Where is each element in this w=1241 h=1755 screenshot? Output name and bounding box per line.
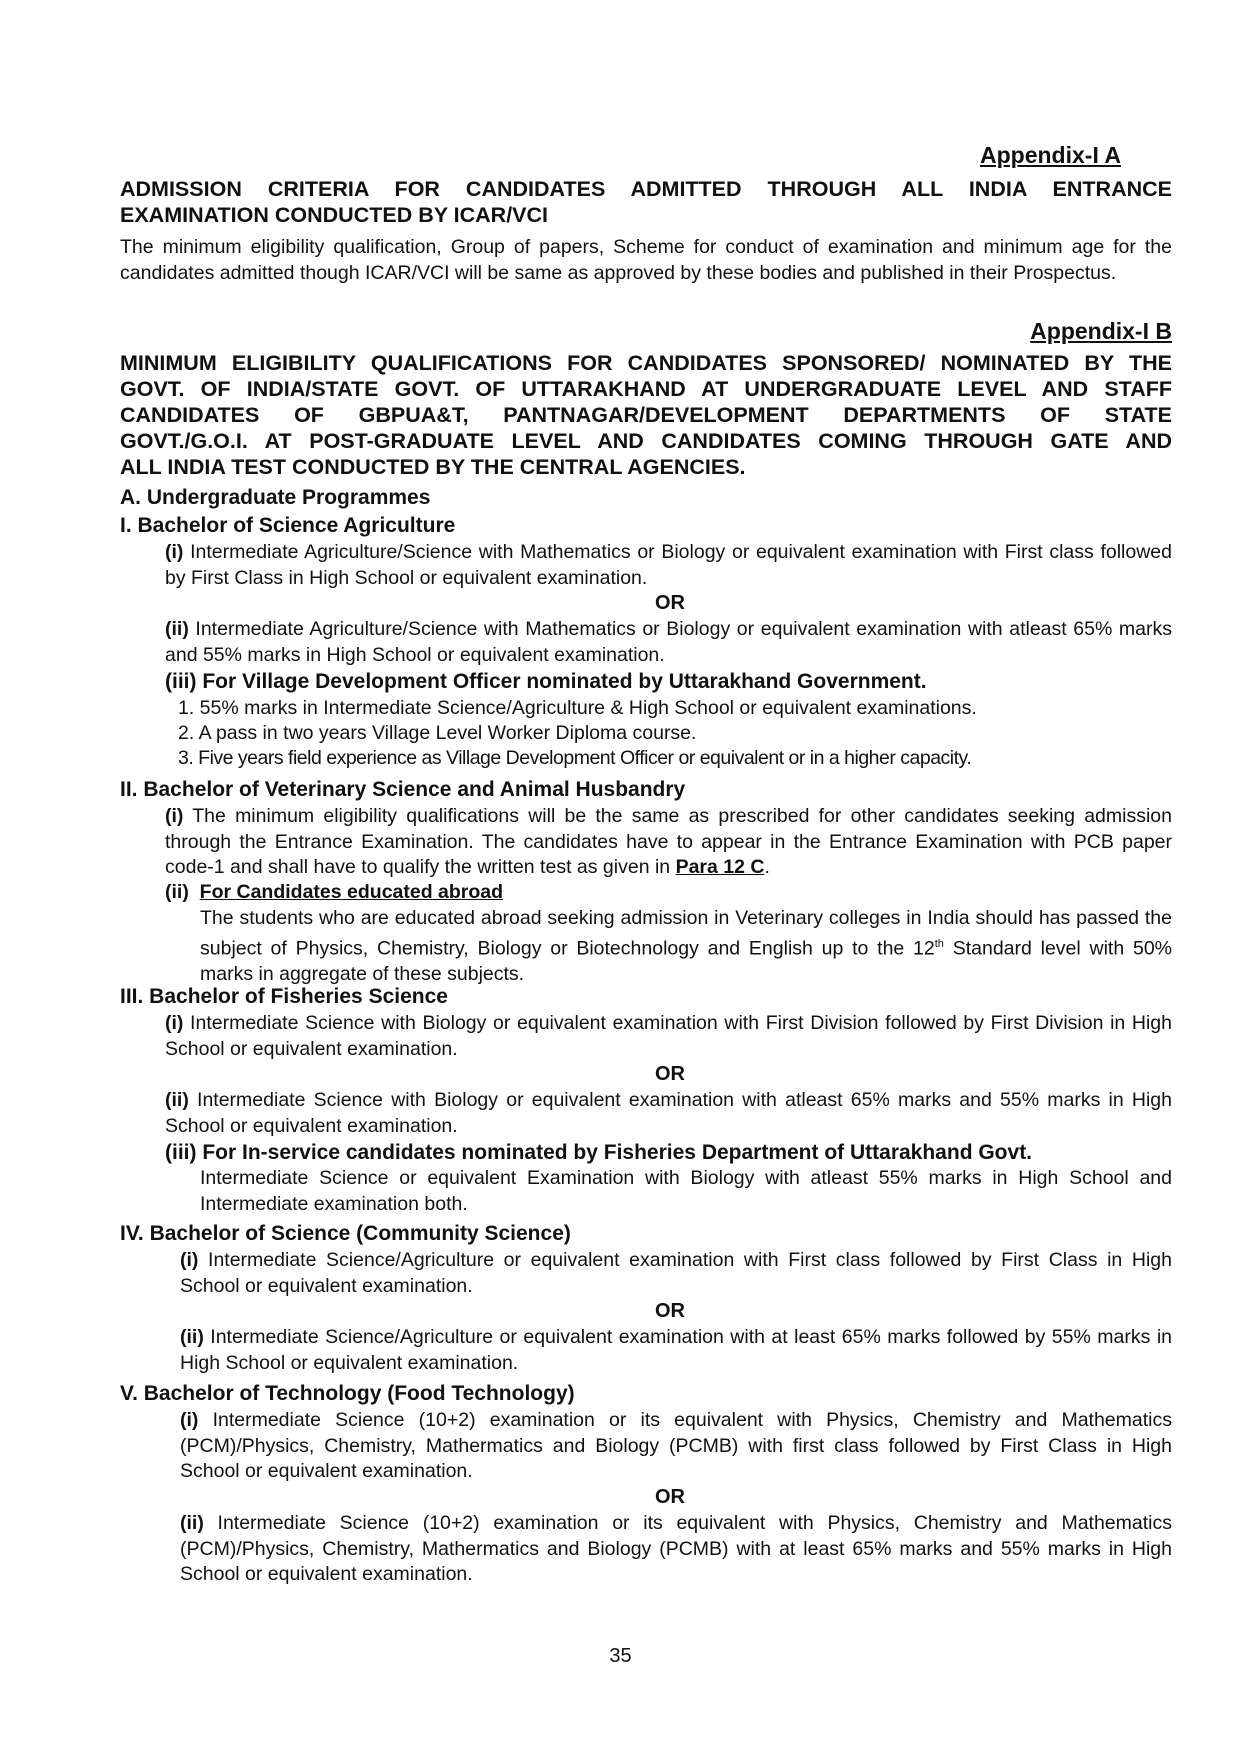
appendix-b-heading-line-2: GOVT. OF INDIA/STATE GOVT. OF UTTARAKHAND AT UNDERGRADUATE LEVEL AND STAFF	[120, 377, 1172, 401]
or-separator: OR	[655, 1486, 685, 1508]
section-3-item-iii-title: (iii) For In-service candidates nominated by Fisheries Department of Uttarakhand Govt.	[165, 1141, 1033, 1164]
section-2-item-ii-title	[165, 880, 1172, 906]
item-marker: (ii)	[165, 1089, 189, 1111]
section-1-list-item: 3. Five years field experience as Village Development Officer or equivalent or in a higher capacity.	[178, 747, 972, 769]
para-reference-link: Para 12 C	[675, 856, 765, 878]
section-1-title: I. Bachelor of Science Agriculture	[120, 514, 456, 537]
appendix-a-heading-line-2: EXAMINATION CONDUCTED BY ICAR/VCI	[120, 203, 549, 227]
item-marker: (i)	[165, 1012, 184, 1034]
section-1-list-item: 2. A pass in two years Village Level Worker Diploma course.	[178, 722, 697, 744]
section-4-item-i	[180, 1248, 1172, 1299]
or-separator: OR	[655, 1063, 685, 1085]
item-text: The minimum eligibility qualifications will be the same as prescribed for other candidates seeking admission through the Entrance Examination. The candidates have to appear in the Entrance Examination with PCB paper code-1 and shall have to qualify the written test as given in	[165, 805, 1172, 878]
section-5-item-ii	[180, 1511, 1172, 1588]
appendix-b-title: Appendix-I B	[1030, 318, 1172, 344]
section-3-item-iii-text: Intermediate Science or equivalent Examination with Biology with atleast 55% marks in High School and Intermediate examination both.	[200, 1167, 1172, 1215]
section-3-item-ii	[165, 1088, 1172, 1139]
item-text: Intermediate Agriculture/Science with Mathematics or Biology or equivalent examination with First class followed by First Class in High School or equivalent examination.	[165, 541, 1172, 589]
appendix-a-heading-line-1: ADMISSION CRITERIA FOR CANDIDATES ADMITTED THROUGH ALL INDIA ENTRANCE	[120, 177, 1172, 201]
section-a-title: A. Undergraduate Programmes	[120, 486, 431, 509]
section-3-item-i	[165, 1011, 1172, 1062]
appendix-a-text: The minimum eligibility qualification, Group of papers, Scheme for conduct of examination and minimum age for the candidates admitted though ICAR/VCI will be same as approved by these bodies and published in their Prospectus.	[120, 236, 1172, 284]
section-4-item-ii	[180, 1325, 1172, 1376]
document-page	[120, 0, 1172, 1755]
item-text: Intermediate Science/Agriculture or equivalent examination with First class followed by First Class in High School or equivalent examination.	[180, 1249, 1172, 1297]
appendix-b-heading-line-3: CANDIDATES OF GBPUA&T, PANTNAGAR/DEVELOPMENT DEPARTMENTS OF STATE	[120, 403, 1172, 427]
section-2-title: II. Bachelor of Veterinary Science and Animal Husbandry	[120, 778, 686, 801]
item-marker: (i)	[180, 1249, 199, 1271]
section-1-item-i	[165, 540, 1172, 591]
item-text: Intermediate Agriculture/Science with Mathematics or Biology or equivalent examination with atleast 65% marks and 55% marks in High School or equivalent examination.	[165, 618, 1172, 666]
item-text: The students who are educated abroad seeking admission in Veterinary colleges in India should has passed the subject of Physics, Chemistry, Biology or Biotechnology and English up to the 12	[200, 907, 1172, 959]
item-marker: (ii)	[165, 618, 189, 640]
item-text: Intermediate Science (10+2) examination or its equivalent with Physics, Chemistry and Mathematics (PCM)/Physics, Chemistry, Mathermatics and Biology (PCMB) with at least 65% marks and 55% marks in High School or equivalent examination.	[180, 1512, 1172, 1585]
page-number: 35	[609, 1645, 632, 1667]
superscript: th	[934, 937, 944, 950]
item-text: Intermediate Science/Agriculture or equivalent examination with at least 65% marks followed by 55% marks in High School or equivalent examination.	[180, 1326, 1172, 1374]
section-5-item-i	[180, 1408, 1172, 1485]
item-text-end: .	[764, 856, 770, 878]
or-separator: OR	[655, 592, 685, 614]
section-2-item-ii-text	[200, 906, 1172, 987]
appendix-a-title: Appendix-I A	[980, 142, 1121, 168]
item-marker: (i)	[165, 541, 184, 563]
item-marker: (i)	[180, 1409, 199, 1431]
section-2-item-i	[165, 804, 1172, 881]
item-subtitle: For Candidates educated abroad	[199, 881, 504, 903]
section-1-list-item: 1. 55% marks in Intermediate Science/Agriculture & High School or equivalent examinations.	[178, 697, 977, 719]
item-text: Intermediate Science with Biology or equivalent examination with atleast 65% marks and 55% marks in High School or equivalent examination.	[165, 1089, 1172, 1137]
section-5-title: V. Bachelor of Technology (Food Technology)	[120, 1382, 575, 1405]
appendix-b-heading-line-4: GOVT./G.O.I. AT POST-GRADUATE LEVEL AND CANDIDATES COMING THROUGH GATE AND	[120, 429, 1172, 453]
item-text: Intermediate Science (10+2) examination or its equivalent with Physics, Chemistry and Mathematics (PCM)/Physics, Chemistry, Mathermatics and Biology (PCMB) with first class followed by First Class in High School or equivalent examination.	[180, 1409, 1172, 1482]
appendix-b-heading-line-5: ALL INDIA TEST CONDUCTED BY THE CENTRAL AGENCIES.	[120, 455, 746, 479]
or-separator: OR	[655, 1300, 685, 1322]
item-marker: (ii)	[180, 1326, 204, 1348]
item-text-end: Standard level with 50% marks in aggregate of these subjects.	[200, 937, 1172, 985]
item-marker: (ii)	[180, 1512, 204, 1534]
item-marker: (ii)	[165, 881, 189, 903]
section-1-item-iii-title: (iii) For Village Development Officer nominated by Uttarakhand Government.	[165, 670, 927, 693]
section-3-title: III. Bachelor of Fisheries Science	[120, 985, 448, 1008]
appendix-b-heading-line-1: MINIMUM ELIGIBILITY QUALIFICATIONS FOR CANDIDATES SPONSORED/ NOMINATED BY THE	[120, 351, 1172, 375]
item-marker: (i)	[165, 805, 184, 827]
section-1-item-ii	[165, 617, 1172, 668]
section-4-title: IV. Bachelor of Science (Community Science)	[120, 1222, 571, 1245]
item-text: Intermediate Science with Biology or equivalent examination with First Division followed by First Division in High School or equivalent examination.	[165, 1012, 1172, 1060]
